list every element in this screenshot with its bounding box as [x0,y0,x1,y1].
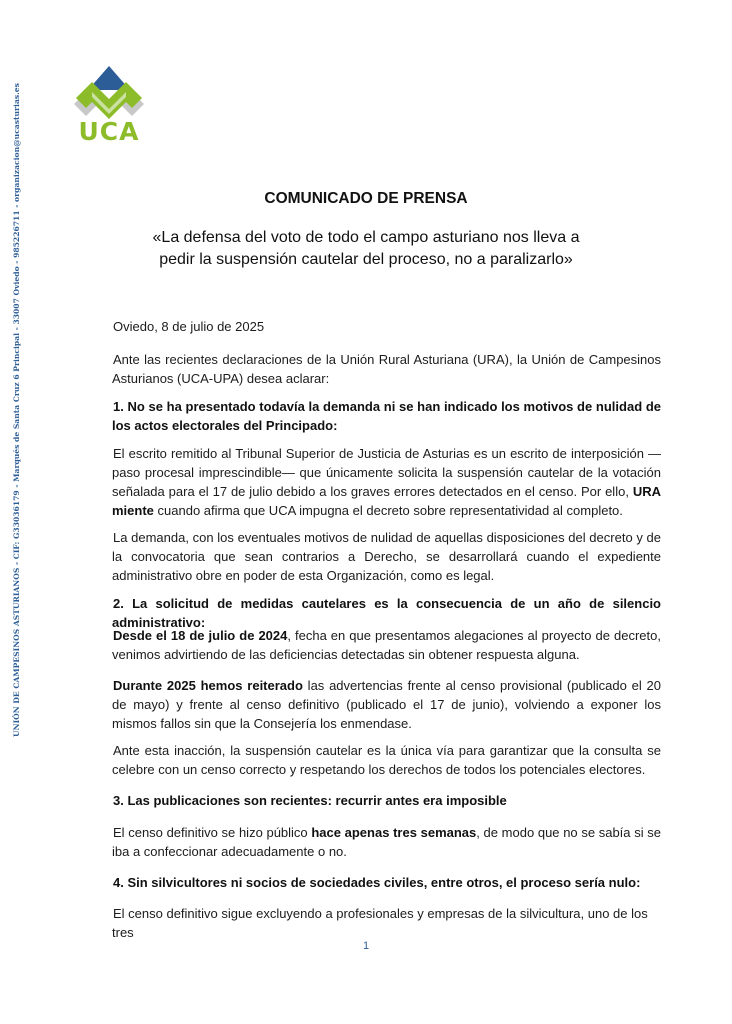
page-subtitle [110,227,622,271]
section-1-heading-block [112,397,661,435]
sidebar-contact-info [12,83,21,737]
section-3-paragraph-1-block [112,823,661,861]
section-2-paragraph-2-block [112,676,661,733]
section-4-paragraph-1: El censo definitivo sigue excluyendo a profesionales y empresas de la silvicultura, uno de los tres [112,906,648,940]
s1-p1-bold: URA miente [112,484,661,518]
s3-p1-text-a: El censo definitivo se hizo público [113,825,312,840]
logo-text: UCA [78,117,140,146]
page-number: 1 [362,940,370,952]
section-1-paragraph-2: La demanda, con los eventuales motivos de nulidad de aquellas disposiciones del decreto y de la convocatoria que sean contrarios a Derecho, se desarrollará cuando el expediente administrativo obre en poder de esta Organización, como es legal. [112,530,661,583]
s2-p2-bold: Durante 2025 hemos reiterado [113,678,303,693]
s3-p1-bold: hace apenas tres semanas [311,825,477,840]
sidebar-contact-text: UNIÓN DE CAMPESINOS ASTURIANOS - CIF: G33036179 - Marqués de Santa Cruz 6 Principal - 33007 Oviedo - 985226711 - organizacion@ucasturias.es [12,83,21,737]
section-3-heading-block [112,791,661,810]
s2-p2-text: las advertencias frente al censo provisional (publicado el 20 de mayo) y frente al censo definitivo (publicado el 17 de junio), volviendo a exponer los mismos fallos sin que la Consejería los enmendase. [112,678,661,731]
section-2-heading: 2. La solicitud de medidas cautelares es la consecuencia de un año de silencio administrativo: [112,596,661,630]
s3-p1-text-b: , de modo que no se sabía si se iba a confeccionar adecuadamente o no. [112,825,661,859]
intro-block [112,350,661,388]
section-4-heading: 4. Sin silvicultores ni socios de sociedades civiles, entre otros, el proceso sería nulo: [113,875,641,890]
s2-p1-text: , fecha en que presentamos alegaciones al proyecto de decreto, venimos advirtiendo de las deficiencias detectadas sin obtener respuesta alguna. [112,628,661,662]
section-2-paragraph-1 [112,626,661,664]
section-1-paragraph-1 [112,444,661,520]
section-3-heading: 3. Las publicaciones son recientes: recurrir antes era imposible [113,793,507,808]
s1-p1-text-a: El escrito remitido al Tribunal Superior de Justicia de Asturias es un escrito de interposición —paso procesal imprescindible— que únicamente solicita la suspensión cautelar de la votación señalada para el 17 de julio debido a los graves errores detectados en el censo. Por ello, [112,446,661,499]
section-2-paragraph-3: Ante esta inacción, la suspensión cautelar es la única vía para garantizar que la consulta se celebre con un censo correcto y respetando los derechos de todos los potenciales electores. [112,743,661,777]
section-4-paragraph-1-block [112,904,661,942]
uca-logo [68,64,150,148]
date-text: Oviedo, 8 de julio de 2025 [113,319,265,334]
uca-logo-mark [68,64,150,120]
subtitle-line-2: pedir la suspensión cautelar del proceso, no a paralizarlo» [159,251,573,268]
s2-p1-bold: Desde el 18 de julio de 2024 [113,628,288,643]
subtitle-line-1: «La defensa del voto de todo el campo asturiano nos lleva a [152,229,580,246]
section-4-heading-block [112,873,661,892]
section-2-paragraph-2 [112,676,661,733]
section-3-paragraph-1 [112,823,661,861]
section-1-paragraph-1-block [112,444,661,520]
section-2-paragraph-3-block [112,741,661,779]
s1-p1-text-b: cuando afirma que UCA impugna el decreto sobre representatividad al completo. [153,503,623,518]
section-2-paragraph-1-block [112,626,661,664]
date-line [112,317,661,336]
intro-paragraph: Ante las recientes declaraciones de la Unión Rural Asturiana (URA), la Unión de Campesinos Asturianos (UCA-UPA) desea aclarar: [112,352,661,386]
section-1-paragraph-2-block [112,528,661,585]
section-1-heading: 1. No se ha presentado todavía la demanda ni se han indicado los motivos de nulidad de los actos electorales del Principado: [112,399,661,433]
page-title: COMUNICADO DE PRENSA [264,190,468,207]
